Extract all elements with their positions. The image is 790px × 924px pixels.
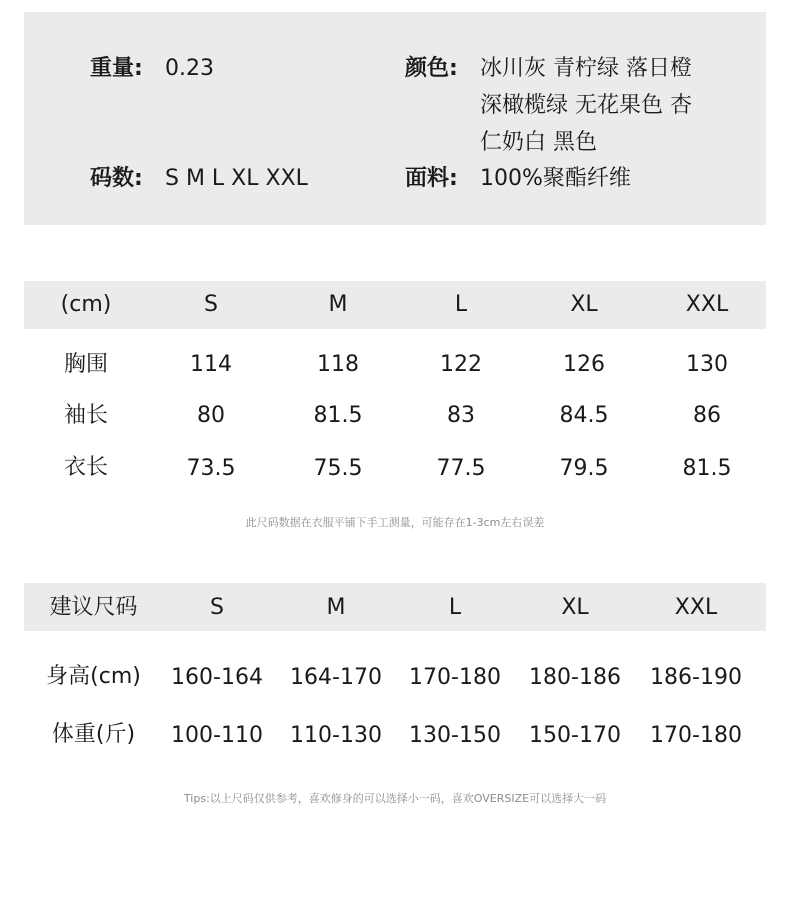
table-cell: 160-164 bbox=[171, 665, 263, 690]
table-cell: 130-150 bbox=[409, 723, 501, 748]
measurement-header-unit: (cm) bbox=[60, 292, 112, 317]
table-cell: 86 bbox=[693, 403, 721, 428]
table-cell: 186-190 bbox=[650, 665, 742, 690]
table-cell: 122 bbox=[440, 352, 482, 377]
table-cell: 83 bbox=[447, 403, 475, 428]
size-value: S M L XL XXL bbox=[165, 166, 308, 191]
table-cell: 81.5 bbox=[682, 456, 732, 481]
row-label-length: 衣长 bbox=[63, 455, 108, 480]
table-cell: 150-170 bbox=[529, 723, 621, 748]
row-label-height: 身高(cm) bbox=[46, 664, 141, 689]
table-cell: 75.5 bbox=[313, 456, 363, 481]
measurement-header-m: M bbox=[328, 292, 348, 317]
table-cell: 110-130 bbox=[290, 723, 382, 748]
table-cell: 81.5 bbox=[313, 403, 363, 428]
color-label: 颜色: bbox=[405, 56, 458, 81]
table-cell: 126 bbox=[563, 352, 605, 377]
measurement-header-s: S bbox=[204, 292, 218, 317]
measurement-header-xl: XL bbox=[570, 292, 598, 317]
measurement-header-xxl: XXL bbox=[685, 292, 729, 317]
recommendation-header-xl: XL bbox=[561, 595, 589, 620]
fabric-label: 面料: bbox=[405, 166, 458, 191]
row-label-weight: 体重(斤) bbox=[51, 722, 136, 747]
fabric-value: 100%聚酯纤维 bbox=[480, 166, 631, 191]
weight-value: 0.23 bbox=[165, 56, 214, 81]
table-cell: 84.5 bbox=[559, 403, 609, 428]
table-cell: 80 bbox=[197, 403, 225, 428]
table-cell: 118 bbox=[317, 352, 359, 377]
size-label: 码数: bbox=[90, 166, 143, 191]
color-value: 冰川灰 青柠绿 落日橙 深橄榄绿 无花果色 杏仁奶白 黑色 bbox=[480, 56, 692, 155]
table-cell: 73.5 bbox=[186, 456, 236, 481]
recommendation-header-m: M bbox=[326, 595, 346, 620]
measurement-note: 此尺码数据在衣服平铺下手工测量，可能存在1-3cm左右误差 bbox=[245, 516, 545, 529]
recommendation-header-title: 建议尺码 bbox=[49, 595, 138, 620]
table-cell: 164-170 bbox=[290, 665, 382, 690]
table-cell: 100-110 bbox=[171, 723, 263, 748]
table-cell: 130 bbox=[686, 352, 728, 377]
recommendation-header-s: S bbox=[210, 595, 224, 620]
weight-label: 重量: bbox=[90, 56, 143, 81]
row-label-sleeve: 袖长 bbox=[63, 403, 108, 428]
recommendation-header-xxl: XXL bbox=[674, 595, 718, 620]
recommendation-header-l: L bbox=[448, 595, 462, 620]
row-label-chest: 胸围 bbox=[63, 352, 108, 377]
product-info-panel bbox=[24, 12, 766, 225]
table-cell: 170-180 bbox=[650, 723, 742, 748]
table-cell: 114 bbox=[190, 352, 232, 377]
table-cell: 79.5 bbox=[559, 456, 609, 481]
table-cell: 180-186 bbox=[529, 665, 621, 690]
table-cell: 170-180 bbox=[409, 665, 501, 690]
table-cell: 77.5 bbox=[436, 456, 486, 481]
measurement-header-l: L bbox=[454, 292, 468, 317]
recommendation-tips-note: Tips:以上尺码仅供参考，喜欢修身的可以选择小一码，喜欢OVERSIZE可以选择大一码 bbox=[183, 792, 607, 805]
